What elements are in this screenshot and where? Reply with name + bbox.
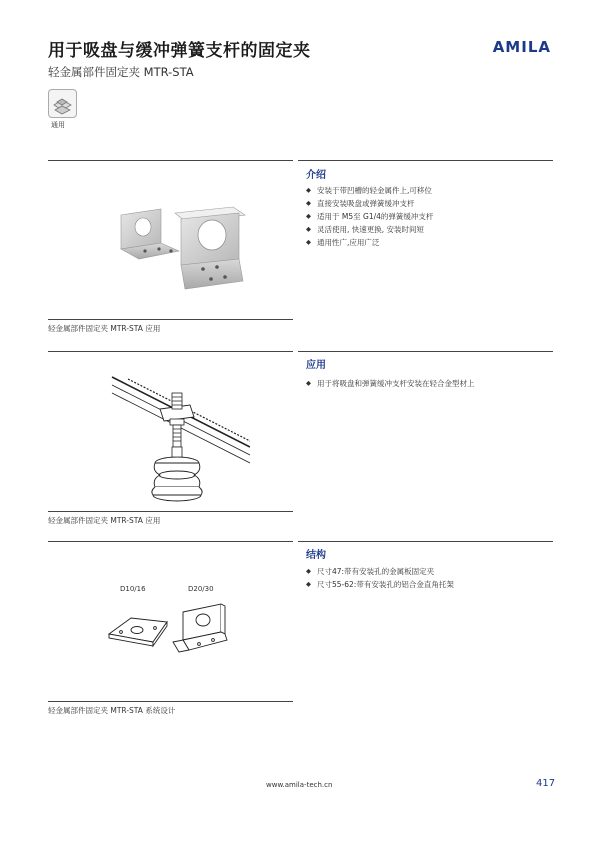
intro-top-rule (298, 160, 553, 161)
application-top-rule (298, 351, 553, 352)
intro-item: ◆ 灵活使用, 快速更换, 安装时间短 (306, 223, 433, 236)
intro-item: ◆ 适用于 M5至 G1/4的弹簧缓冲支杆 (306, 210, 433, 223)
usage-label: 通用 (51, 121, 65, 129)
figure-1-top-rule (48, 160, 293, 161)
application-item: ◆ 用于将吸盘和弹簧缓冲支杆安装在轻合金型材上 (306, 377, 475, 390)
application-list (306, 377, 475, 390)
figure-3-caption: 轻金属部件固定夹 MTR-STA 系统设计 (48, 706, 176, 715)
page-subtitle: 轻金属部件固定夹 MTR-STA (48, 65, 194, 79)
footer-url[interactable]: www.amila-tech.cn (266, 781, 333, 789)
intro-item: ◆ 安装于带凹槽的轻金属件上,可移位 (306, 184, 433, 197)
figure-3-bottom-rule (48, 701, 293, 702)
brand-logo: AMILA (492, 38, 551, 56)
suction-cup-illustration (108, 371, 250, 509)
structure-top-rule (298, 541, 553, 542)
bracket-photo (115, 203, 250, 295)
universal-icon (48, 89, 77, 118)
structure-item: ◆ 尺寸47:带有安装孔的金属板固定夹 (306, 565, 454, 578)
figure-2-bottom-rule (48, 511, 293, 512)
page-number: 417 (536, 778, 556, 789)
bracket-diagram (103, 598, 233, 660)
intro-item: ◆ 直接安装吸盘或弹簧缓冲支杆 (306, 197, 433, 210)
structure-list (306, 565, 454, 591)
application-heading: 应用 (306, 360, 326, 371)
size-label-d20-30: D20/30 (188, 585, 214, 593)
structure-item: ◆ 尺寸55-62:带有安装孔的铝合金直角托架 (306, 578, 454, 591)
figure-2-top-rule (48, 351, 293, 352)
figure-3-top-rule (48, 541, 293, 542)
intro-list (306, 184, 433, 249)
figure-2-caption: 轻金属部件固定夹 MTR-STA 应用 (48, 516, 161, 525)
size-label-d10-16: D10/16 (120, 585, 146, 593)
page-title: 用于吸盘与缓冲弹簧支杆的固定夹 (48, 41, 311, 61)
intro-item: ◆ 通用性广,应用广泛 (306, 236, 433, 249)
intro-heading: 介绍 (306, 170, 326, 181)
figure-1-caption: 轻金属部件固定夹 MTR-STA 应用 (48, 324, 161, 333)
figure-1-bottom-rule (48, 319, 293, 320)
structure-heading: 结构 (306, 550, 326, 561)
